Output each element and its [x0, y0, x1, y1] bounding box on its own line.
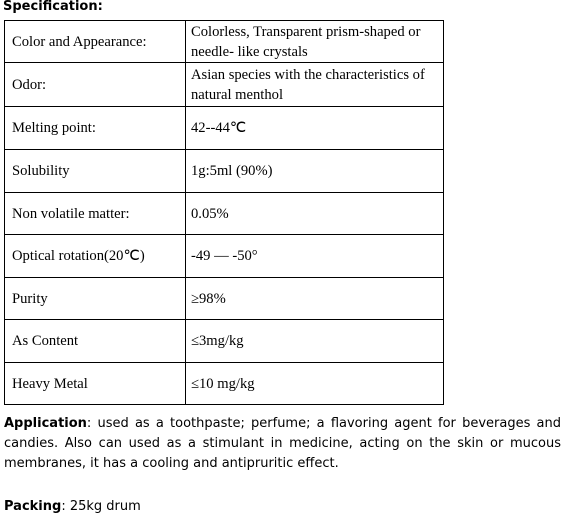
table-row — [5, 193, 444, 235]
property-cell: Non volatile matter: — [5, 193, 186, 235]
property-cell: Odor: — [5, 63, 186, 107]
packing-label: Packing — [4, 499, 62, 514]
value-cell: 0.05% — [186, 193, 444, 235]
value-cell: Asian species with the characteristics of natural menthol — [186, 63, 444, 107]
packing-paragraph — [4, 497, 561, 517]
property-cell: Color and Appearance: — [5, 21, 186, 63]
property-cell: Optical rotation(20℃) — [5, 235, 186, 278]
table-row — [5, 320, 444, 363]
application-label: Application — [4, 416, 87, 431]
table-row — [5, 150, 444, 193]
specification-table — [4, 20, 444, 405]
value-cell: ≥98% — [186, 278, 444, 320]
property-cell: Purity — [5, 278, 186, 320]
property-cell: Melting point: — [5, 107, 186, 150]
value-cell: -49 — -50° — [186, 235, 444, 278]
specification-heading: Specification: — [3, 0, 103, 14]
table-row — [5, 363, 444, 405]
table-row — [5, 278, 444, 320]
table-row — [5, 235, 444, 278]
property-cell: Solubility — [5, 150, 186, 193]
packing-text: : 25kg drum — [61, 499, 141, 514]
value-cell: ≤3mg/kg — [186, 320, 444, 363]
table-row — [5, 21, 444, 63]
value-cell: 1g:5ml (90%) — [186, 150, 444, 193]
application-text: : used as a toothpaste; perfume; a flavoring agent for beverages and candies. Also can used as a stimulant in medicine, acting on the skin or mucous membranes, it has a cooling and antipruritic effect. — [4, 416, 561, 471]
table-row — [5, 107, 444, 150]
value-cell: ≤10 mg/kg — [186, 363, 444, 405]
table-row — [5, 63, 444, 107]
property-cell: Heavy Metal — [5, 363, 186, 405]
property-cell: As Content — [5, 320, 186, 363]
value-cell: 42--44℃ — [186, 107, 444, 150]
application-paragraph — [4, 414, 561, 474]
value-cell: Colorless, Transparent prism-shaped or needle- like crystals — [186, 21, 444, 63]
